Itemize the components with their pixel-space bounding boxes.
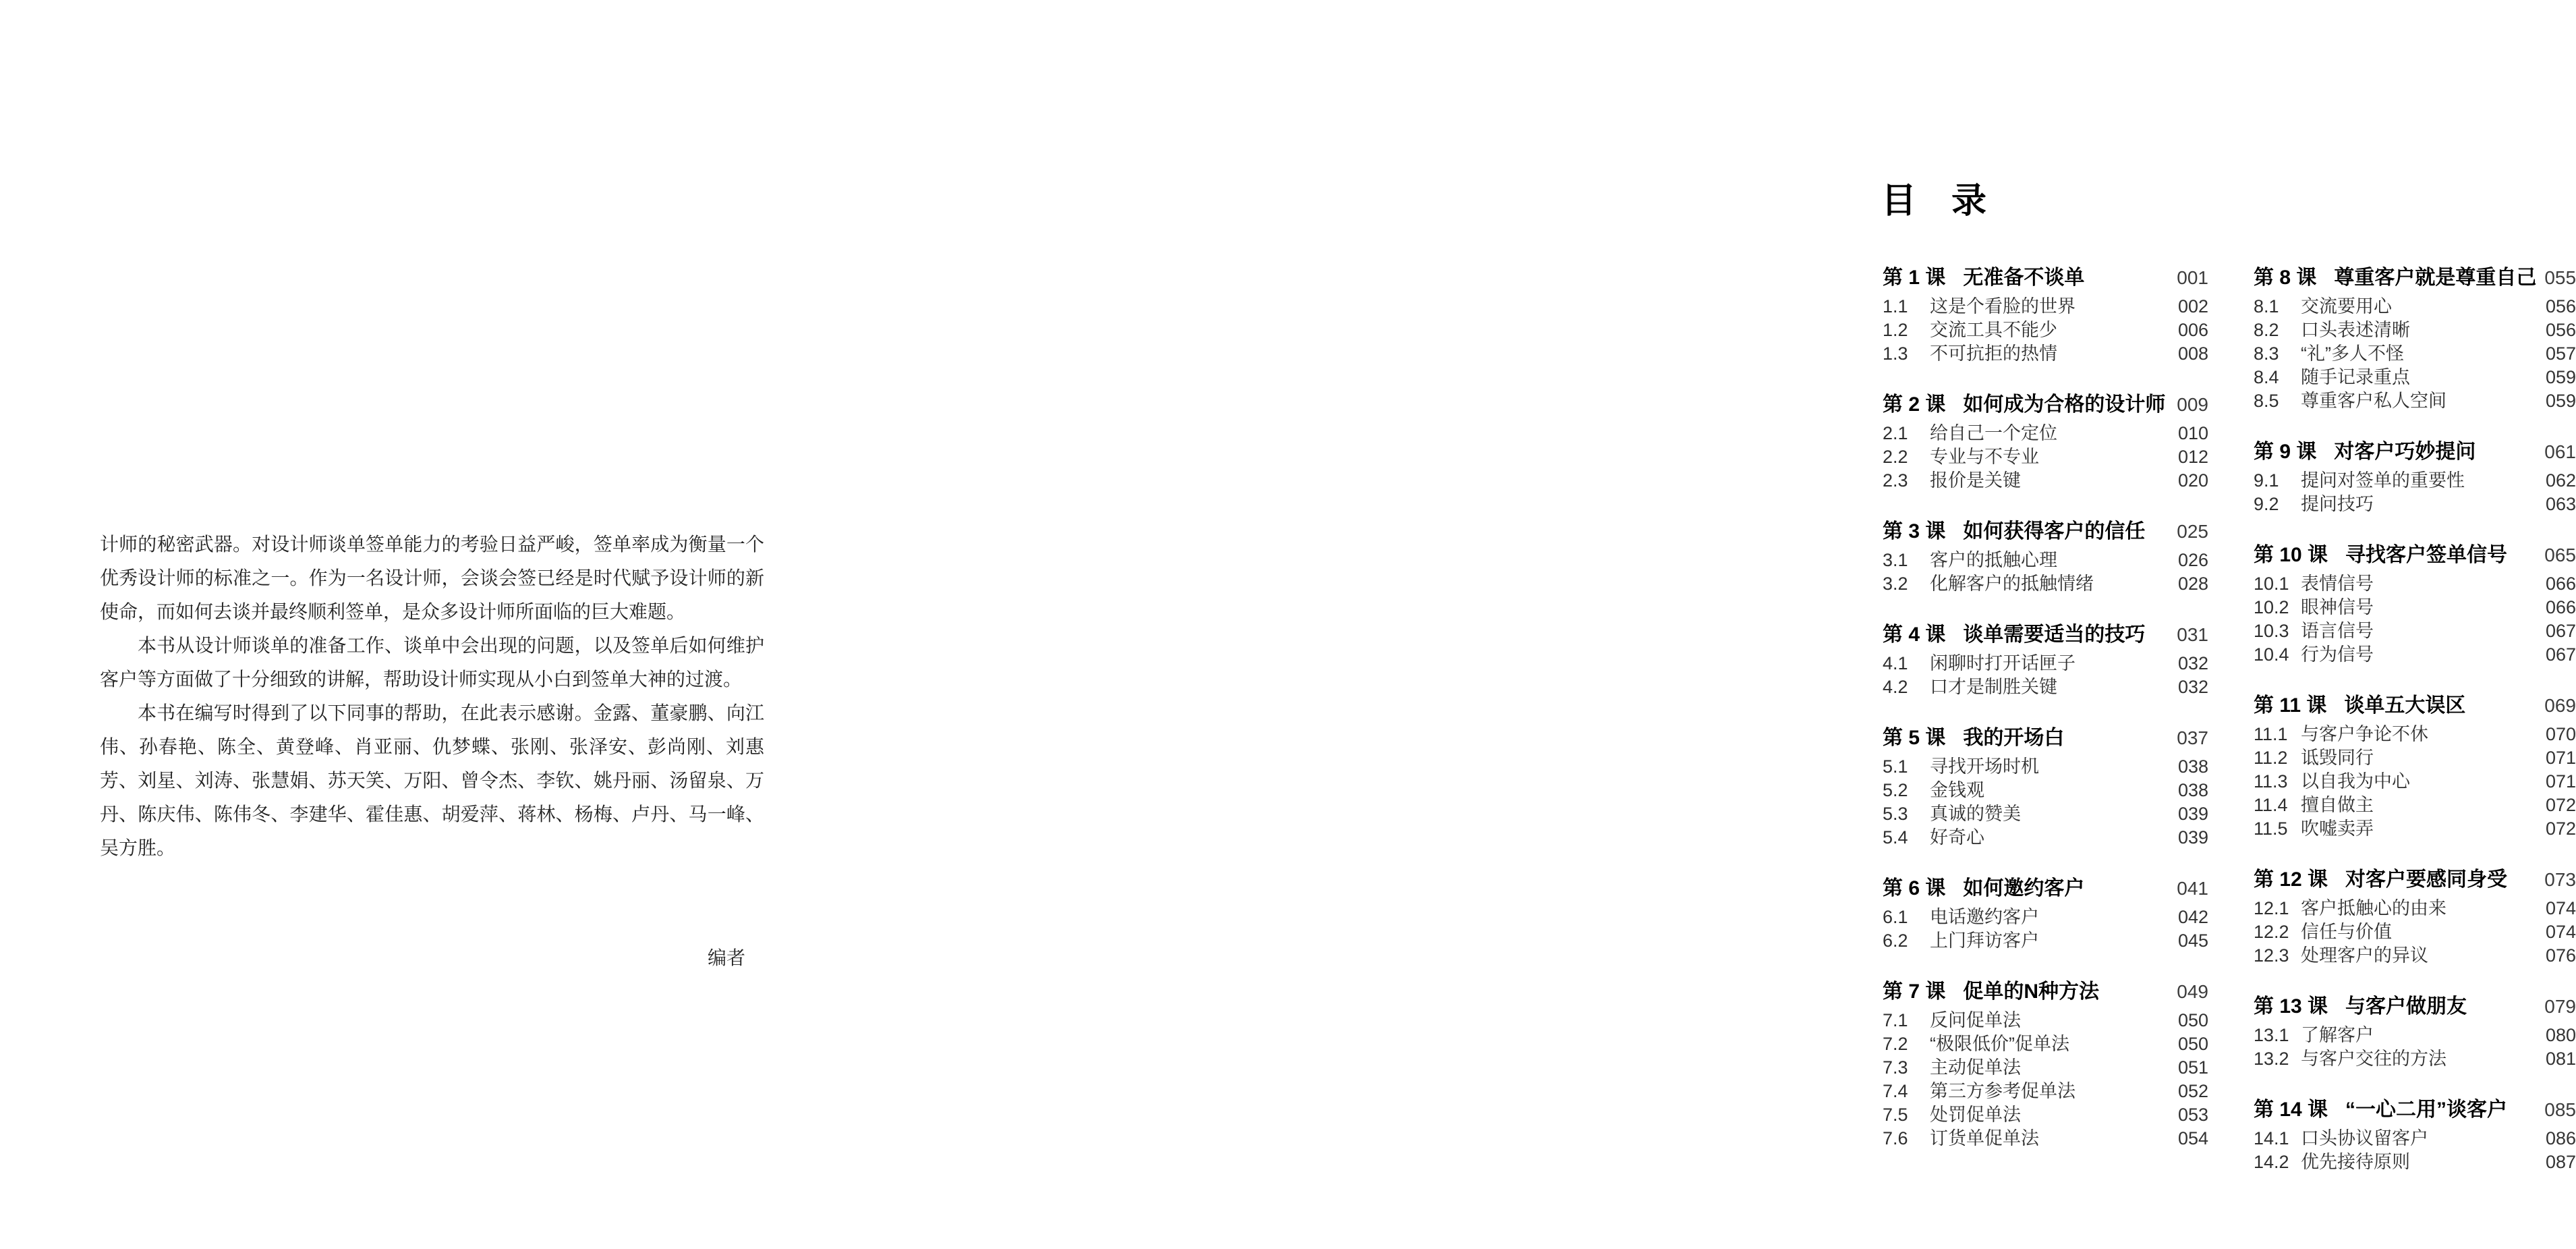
section-title: 主动促单法 <box>1930 1057 2021 1078</box>
section-number: 7.3 <box>1883 1057 1908 1078</box>
toc-section-row <box>2254 295 2576 318</box>
section-page-number: 052 <box>2177 1081 2208 1101</box>
chapter-page-number: 031 <box>2177 624 2208 645</box>
section-number: 5.4 <box>1883 827 1908 848</box>
chapter-title: 谈单需要适当的技巧 <box>1963 623 2146 646</box>
section-title: 诋毁同行 <box>2301 748 2374 768</box>
toc-chapter <box>1883 620 2208 699</box>
section-number: 9.1 <box>2254 470 2279 491</box>
toc-chapter <box>2254 1095 2576 1174</box>
section-title: 随手记录重点 <box>2301 367 2410 387</box>
section-page-number: 059 <box>2545 391 2576 411</box>
toc-section-row <box>1883 342 2208 366</box>
section-number: 8.3 <box>2254 343 2279 364</box>
section-number: 7.1 <box>1883 1010 1908 1030</box>
section-page-number: 059 <box>2545 367 2576 387</box>
chapter-page-number: 073 <box>2544 869 2576 890</box>
toc-chapter-heading <box>1883 977 2208 1007</box>
toc-section-row <box>1883 469 2208 493</box>
section-number: 11.4 <box>2254 795 2288 815</box>
chapter-number: 第 8 课 <box>2254 267 2317 289</box>
toc-section-row <box>1883 779 2208 802</box>
toc-section-row <box>1883 1056 2208 1080</box>
toc-section-row <box>1883 929 2208 953</box>
section-number: 1.1 <box>1883 296 1908 316</box>
section-number: 8.4 <box>2254 367 2279 387</box>
section-title: 优先接待原则 <box>2301 1152 2410 1172</box>
chapter-title: 对客户巧妙提问 <box>2334 441 2476 463</box>
toc-section-row <box>2254 318 2576 342</box>
section-page-number: 074 <box>2545 898 2576 918</box>
author-signature: 编者 <box>707 947 745 968</box>
chapter-page-number: 085 <box>2544 1099 2576 1120</box>
toc-chapter <box>1883 390 2208 493</box>
section-number: 10.1 <box>2254 574 2289 594</box>
toc-chapter-heading <box>1883 620 2208 650</box>
section-page-number: 028 <box>2177 574 2208 594</box>
toc-section-list <box>2254 897 2576 968</box>
section-number: 12.1 <box>2254 898 2289 918</box>
section-title: 金钱观 <box>1930 780 1984 800</box>
toc-section-row <box>2254 1150 2576 1174</box>
chapter-title: 如何获得客户的信任 <box>1963 520 2146 543</box>
section-number: 6.2 <box>1883 931 1908 951</box>
section-title: 口头协议留客户 <box>2301 1128 2428 1148</box>
section-title: 电话邀约客户 <box>1930 907 2039 927</box>
section-title: 处罚促单法 <box>1930 1105 2021 1125</box>
toc-section-row <box>2254 770 2576 794</box>
toc-section-row <box>2254 1127 2576 1150</box>
section-number: 3.2 <box>1883 574 1908 594</box>
section-number: 8.5 <box>2254 391 2279 411</box>
section-number: 11.3 <box>2254 771 2288 792</box>
chapter-number: 第 7 课 <box>1883 980 1946 1003</box>
section-title: “极限低价”促单法 <box>1930 1034 2069 1054</box>
section-number: 11.5 <box>2254 818 2288 839</box>
chapter-title: 如何邀约客户 <box>1963 877 2085 899</box>
section-number: 9.2 <box>2254 494 2279 514</box>
section-page-number: 081 <box>2545 1049 2576 1069</box>
toc-section-list <box>1883 295 2208 366</box>
toc-chapter <box>2254 865 2576 968</box>
section-page-number: 039 <box>2177 827 2208 848</box>
section-page-number: 042 <box>2177 907 2208 927</box>
toc-section-row <box>2254 920 2576 944</box>
section-page-number: 086 <box>2545 1128 2576 1148</box>
toc-section-row <box>1883 755 2208 779</box>
section-page-number: 074 <box>2545 922 2576 942</box>
toc-section-row <box>2254 596 2576 619</box>
section-page-number: 026 <box>2177 550 2208 570</box>
toc-section-row <box>1883 1103 2208 1127</box>
toc-section-row <box>2254 619 2576 643</box>
toc-section-list <box>1883 549 2208 596</box>
chapter-page-number: 061 <box>2544 441 2576 462</box>
toc-chapter-heading <box>1883 390 2208 420</box>
toc-section-list <box>2254 1127 2576 1174</box>
section-page-number: 056 <box>2545 296 2576 316</box>
section-title: 客户的抵触心理 <box>1930 550 2057 570</box>
toc-chapter <box>1883 977 2208 1150</box>
toc-chapter <box>1883 263 2208 366</box>
section-number: 2.1 <box>1883 423 1908 443</box>
section-title: 交流工具不能少 <box>1930 320 2057 340</box>
chapter-number: 第 12 课 <box>2254 868 2328 891</box>
section-title: 行为信号 <box>2301 644 2374 665</box>
chapter-page-number: 009 <box>2177 394 2208 415</box>
chapter-page-number: 001 <box>2177 267 2208 288</box>
toc-column-1 <box>1883 263 2208 1150</box>
section-title: 好奇心 <box>1930 827 1984 848</box>
section-page-number: 054 <box>2177 1128 2208 1148</box>
toc-chapter-heading <box>2254 691 2576 721</box>
section-title: 语言信号 <box>2301 621 2374 641</box>
toc-section-row <box>2254 366 2576 389</box>
toc-chapter-heading <box>2254 540 2576 570</box>
toc-chapter <box>1883 874 2208 953</box>
toc-column-2 <box>2254 263 2576 1174</box>
section-page-number: 053 <box>2177 1105 2208 1125</box>
section-title: 化解客户的抵触情绪 <box>1930 574 2094 594</box>
section-number: 5.3 <box>1883 804 1908 824</box>
toc-chapter-heading <box>1883 263 2208 293</box>
toc-chapter <box>2254 992 2576 1071</box>
chapter-title: 我的开场白 <box>1963 727 2065 749</box>
chapter-title: 如何成为合格的设计师 <box>1963 393 2166 416</box>
section-page-number: 063 <box>2545 494 2576 514</box>
chapter-number: 第 2 课 <box>1883 393 1946 416</box>
toc-section-list <box>1883 755 2208 850</box>
toc-chapter <box>1883 517 2208 596</box>
toc-section-row <box>2254 1047 2576 1071</box>
section-title: 报价是关键 <box>1930 470 2021 491</box>
toc-section-list <box>1883 1009 2208 1150</box>
chapter-title: 无准备不谈单 <box>1963 267 2085 289</box>
toc-section-list <box>2254 1024 2576 1071</box>
chapter-page-number: 079 <box>2544 996 2576 1017</box>
chapter-title: 谈单五大误区 <box>2344 694 2466 717</box>
section-page-number: 020 <box>2177 470 2208 491</box>
toc-section-row <box>1883 295 2208 318</box>
toc-section-list <box>1883 422 2208 493</box>
toc-section-row <box>2254 1024 2576 1047</box>
section-number: 12.3 <box>2254 945 2289 966</box>
preface-paragraph: 本书从设计师谈单的准备工作、谈单中会出现的问题，以及签单后如何维护客户等方面做了十分细致的讲解，帮助设计师实现从小白到签单大神的过渡。 <box>100 635 764 690</box>
section-title: 口头表述清晰 <box>2301 320 2410 340</box>
section-page-number: 071 <box>2545 771 2576 792</box>
toc-chapter-heading <box>2254 263 2576 293</box>
toc-section-row <box>2254 389 2576 413</box>
chapter-number: 第 10 课 <box>2254 544 2328 566</box>
toc-section-list <box>2254 295 2576 413</box>
section-page-number: 057 <box>2545 343 2576 364</box>
chapter-page-number: 065 <box>2544 545 2576 565</box>
toc-chapter-heading <box>2254 865 2576 895</box>
toc-section-row <box>2254 493 2576 516</box>
toc-section-row <box>1883 549 2208 572</box>
section-number: 14.1 <box>2254 1128 2289 1148</box>
toc-section-list <box>2254 723 2576 841</box>
section-page-number: 071 <box>2545 748 2576 768</box>
section-page-number: 038 <box>2177 780 2208 800</box>
toc-section-row <box>2254 572 2576 596</box>
section-title: 提问对签单的重要性 <box>2301 470 2465 491</box>
section-title: 以自我为中心 <box>2301 771 2410 792</box>
chapter-number: 第 4 课 <box>1883 623 1946 646</box>
section-number: 14.2 <box>2254 1152 2289 1172</box>
toc-section-row <box>1883 422 2208 445</box>
section-number: 12.2 <box>2254 922 2289 942</box>
section-page-number: 076 <box>2545 945 2576 966</box>
toc-section-row <box>1883 445 2208 469</box>
section-number: 7.2 <box>1883 1034 1908 1054</box>
section-number: 2.3 <box>1883 470 1908 491</box>
toc-section-list <box>1883 906 2208 953</box>
section-page-number: 067 <box>2545 621 2576 641</box>
section-number: 10.4 <box>2254 644 2289 665</box>
chapter-number: 第 11 课 <box>2254 694 2327 717</box>
toc-section-list <box>2254 469 2576 516</box>
section-page-number: 080 <box>2545 1025 2576 1045</box>
section-page-number: 051 <box>2177 1057 2208 1078</box>
section-number: 5.2 <box>1883 780 1908 800</box>
section-page-number: 056 <box>2545 320 2576 340</box>
section-page-number: 062 <box>2545 470 2576 491</box>
toc-section-row <box>2254 342 2576 366</box>
chapter-title: 与客户做朋友 <box>2345 995 2467 1018</box>
section-title: 这是个看脸的世界 <box>1930 296 2076 316</box>
section-title: 不可抗拒的热情 <box>1930 343 2057 364</box>
section-page-number: 002 <box>2177 296 2208 316</box>
section-page-number: 038 <box>2177 756 2208 777</box>
section-title: 了解客户 <box>2301 1025 2374 1045</box>
chapter-page-number: 055 <box>2544 267 2576 288</box>
section-title: 表情信号 <box>2301 574 2374 594</box>
chapter-number: 第 5 课 <box>1883 727 1946 749</box>
toc-section-row <box>1883 826 2208 850</box>
section-page-number: 072 <box>2545 795 2576 815</box>
section-number: 11.1 <box>2254 724 2288 744</box>
section-number: 10.2 <box>2254 597 2289 617</box>
chapter-number: 第 1 课 <box>1883 267 1946 289</box>
toc-chapter <box>2254 540 2576 667</box>
chapter-number: 第 9 课 <box>2254 441 2317 463</box>
section-title: 口才是制胜关键 <box>1930 677 2057 697</box>
section-page-number: 050 <box>2177 1010 2208 1030</box>
toc-title: 目 录 <box>1881 182 1987 221</box>
toc-section-row <box>2254 817 2576 841</box>
toc-chapter <box>1883 723 2208 850</box>
preface-paragraph: 计师的秘密武器。对设计师谈单签单能力的考验日益严峻，签单率成为衡量一个优秀设计师的标准之一。作为一名设计师，会谈会签已经是时代赋予设计师的新使命，而如何去谈并最终顺利签单，是众多设计师所面临的巨大难题。 <box>100 534 764 622</box>
toc-section-row <box>2254 723 2576 746</box>
chapter-number: 第 13 课 <box>2254 995 2328 1018</box>
section-title: 真诚的赞美 <box>1930 804 2021 824</box>
toc-chapter-heading <box>2254 437 2576 467</box>
toc-section-row <box>2254 944 2576 968</box>
section-title: 订货单促单法 <box>1930 1128 2039 1148</box>
chapter-title: 对客户要感同身受 <box>2345 868 2508 891</box>
section-number: 13.1 <box>2254 1025 2289 1045</box>
section-title: 与客户交往的方法 <box>2301 1049 2446 1069</box>
toc-chapter-heading <box>2254 1095 2576 1125</box>
toc-section-row <box>1883 1009 2208 1032</box>
section-title: 闲聊时打开话匣子 <box>1930 653 2076 673</box>
section-page-number: 012 <box>2177 447 2208 467</box>
section-number: 6.1 <box>1883 907 1908 927</box>
section-number: 13.2 <box>2254 1049 2289 1069</box>
toc-section-row <box>2254 746 2576 770</box>
section-title: 提问技巧 <box>2301 494 2374 514</box>
section-page-number: 072 <box>2545 818 2576 839</box>
chapter-title: 寻找客户签单信号 <box>2345 544 2508 566</box>
section-number: 1.3 <box>1883 343 1908 364</box>
section-number: 8.1 <box>2254 296 2279 316</box>
toc-section-row <box>1883 1032 2208 1056</box>
section-number: 2.2 <box>1883 447 1908 467</box>
section-title: 寻找开场时机 <box>1930 756 2039 777</box>
chapter-number: 第 14 课 <box>2254 1099 2328 1121</box>
section-page-number: 010 <box>2177 423 2208 443</box>
section-page-number: 066 <box>2545 574 2576 594</box>
section-page-number: 087 <box>2545 1152 2576 1172</box>
toc-section-row <box>1883 906 2208 929</box>
section-number: 10.3 <box>2254 621 2289 641</box>
toc-section-row <box>1883 675 2208 699</box>
section-page-number: 032 <box>2177 677 2208 697</box>
toc-section-row <box>2254 469 2576 493</box>
section-title: 处理客户的异议 <box>2301 945 2428 966</box>
toc-chapter <box>2254 437 2576 516</box>
toc-section-row <box>1883 1127 2208 1150</box>
section-title: 与客户争论不休 <box>2301 724 2428 744</box>
section-number: 7.5 <box>1883 1105 1908 1125</box>
section-page-number: 045 <box>2177 931 2208 951</box>
toc-chapter-heading <box>1883 723 2208 753</box>
section-title: 客户抵触心的由来 <box>2301 898 2446 918</box>
toc-section-row <box>2254 643 2576 667</box>
section-page-number: 039 <box>2177 804 2208 824</box>
toc-section-row <box>2254 794 2576 817</box>
section-title: 吹嘘卖弄 <box>2301 818 2374 839</box>
section-page-number: 006 <box>2177 320 2208 340</box>
section-number: 4.2 <box>1883 677 1908 697</box>
toc-section-row <box>1883 572 2208 596</box>
section-title: 交流要用心 <box>2301 296 2392 316</box>
section-title: 上门拜访客户 <box>1930 931 2039 951</box>
toc-chapter <box>2254 691 2576 841</box>
chapter-title: 促单的N种方法 <box>1963 980 2100 1003</box>
section-title: 专业与不专业 <box>1930 447 2039 467</box>
preface-paragraph: 本书在编写时得到了以下同事的帮助，在此表示感谢。金露、董豪鹏、向江伟、孙春艳、陈全、黄登峰、肖亚丽、仇梦蝶、张刚、张泽安、彭尚刚、刘惠芳、刘星、刘涛、张慧娟、苏天笑、万阳、曾令杰、李钦、姚丹丽、汤留泉、万丹、陈庆伟、陈伟冬、李建华、霍佳惠、胡爱萍、蒋林、杨梅、卢丹、马一峰、吴方胜。 <box>100 702 764 858</box>
section-page-number: 070 <box>2545 724 2576 744</box>
chapter-page-number: 025 <box>2177 521 2208 542</box>
section-title: “礼”多人不怪 <box>2301 343 2404 364</box>
chapter-page-number: 069 <box>2544 695 2576 716</box>
toc-section-list <box>1883 652 2208 699</box>
toc-section-list <box>2254 572 2576 667</box>
section-page-number: 050 <box>2177 1034 2208 1054</box>
section-number: 7.6 <box>1883 1128 1908 1148</box>
section-title: 反问促单法 <box>1930 1010 2021 1030</box>
section-page-number: 067 <box>2545 644 2576 665</box>
section-number: 11.2 <box>2254 748 2288 768</box>
section-title: 擅自做主 <box>2301 795 2374 815</box>
chapter-page-number: 041 <box>2177 878 2208 899</box>
toc-chapter <box>2254 263 2576 413</box>
chapter-title: 尊重客户就是尊重自己 <box>2334 267 2537 289</box>
toc-section-row <box>2254 897 2576 920</box>
toc-section-row <box>1883 802 2208 826</box>
toc-chapter-heading <box>1883 517 2208 547</box>
section-number: 8.2 <box>2254 320 2279 340</box>
section-title: 尊重客户私人空间 <box>2301 391 2446 411</box>
right-page <box>876 0 2576 1249</box>
left-page <box>0 0 876 1249</box>
preface-text <box>100 528 764 865</box>
chapter-number: 第 3 课 <box>1883 520 1946 543</box>
section-page-number: 032 <box>2177 653 2208 673</box>
section-number: 3.1 <box>1883 550 1908 570</box>
chapter-page-number: 037 <box>2177 727 2208 748</box>
chapter-title: “一心二用”谈客户 <box>2345 1099 2508 1121</box>
toc-chapter-heading <box>1883 874 2208 904</box>
chapter-number: 第 6 课 <box>1883 877 1946 899</box>
section-number: 5.1 <box>1883 756 1908 777</box>
toc-chapter-heading <box>2254 992 2576 1022</box>
toc-section-row <box>1883 1080 2208 1103</box>
chapter-page-number: 049 <box>2177 981 2208 1002</box>
section-title: 第三方参考促单法 <box>1930 1081 2076 1101</box>
toc-section-row <box>1883 318 2208 342</box>
section-number: 7.4 <box>1883 1081 1908 1101</box>
toc-section-row <box>1883 652 2208 675</box>
section-title: 给自己一个定位 <box>1930 423 2057 443</box>
section-number: 4.1 <box>1883 653 1908 673</box>
section-title: 眼神信号 <box>2301 597 2374 617</box>
section-number: 1.2 <box>1883 320 1908 340</box>
section-title: 信任与价值 <box>2301 922 2392 942</box>
section-page-number: 008 <box>2177 343 2208 364</box>
section-page-number: 066 <box>2545 597 2576 617</box>
